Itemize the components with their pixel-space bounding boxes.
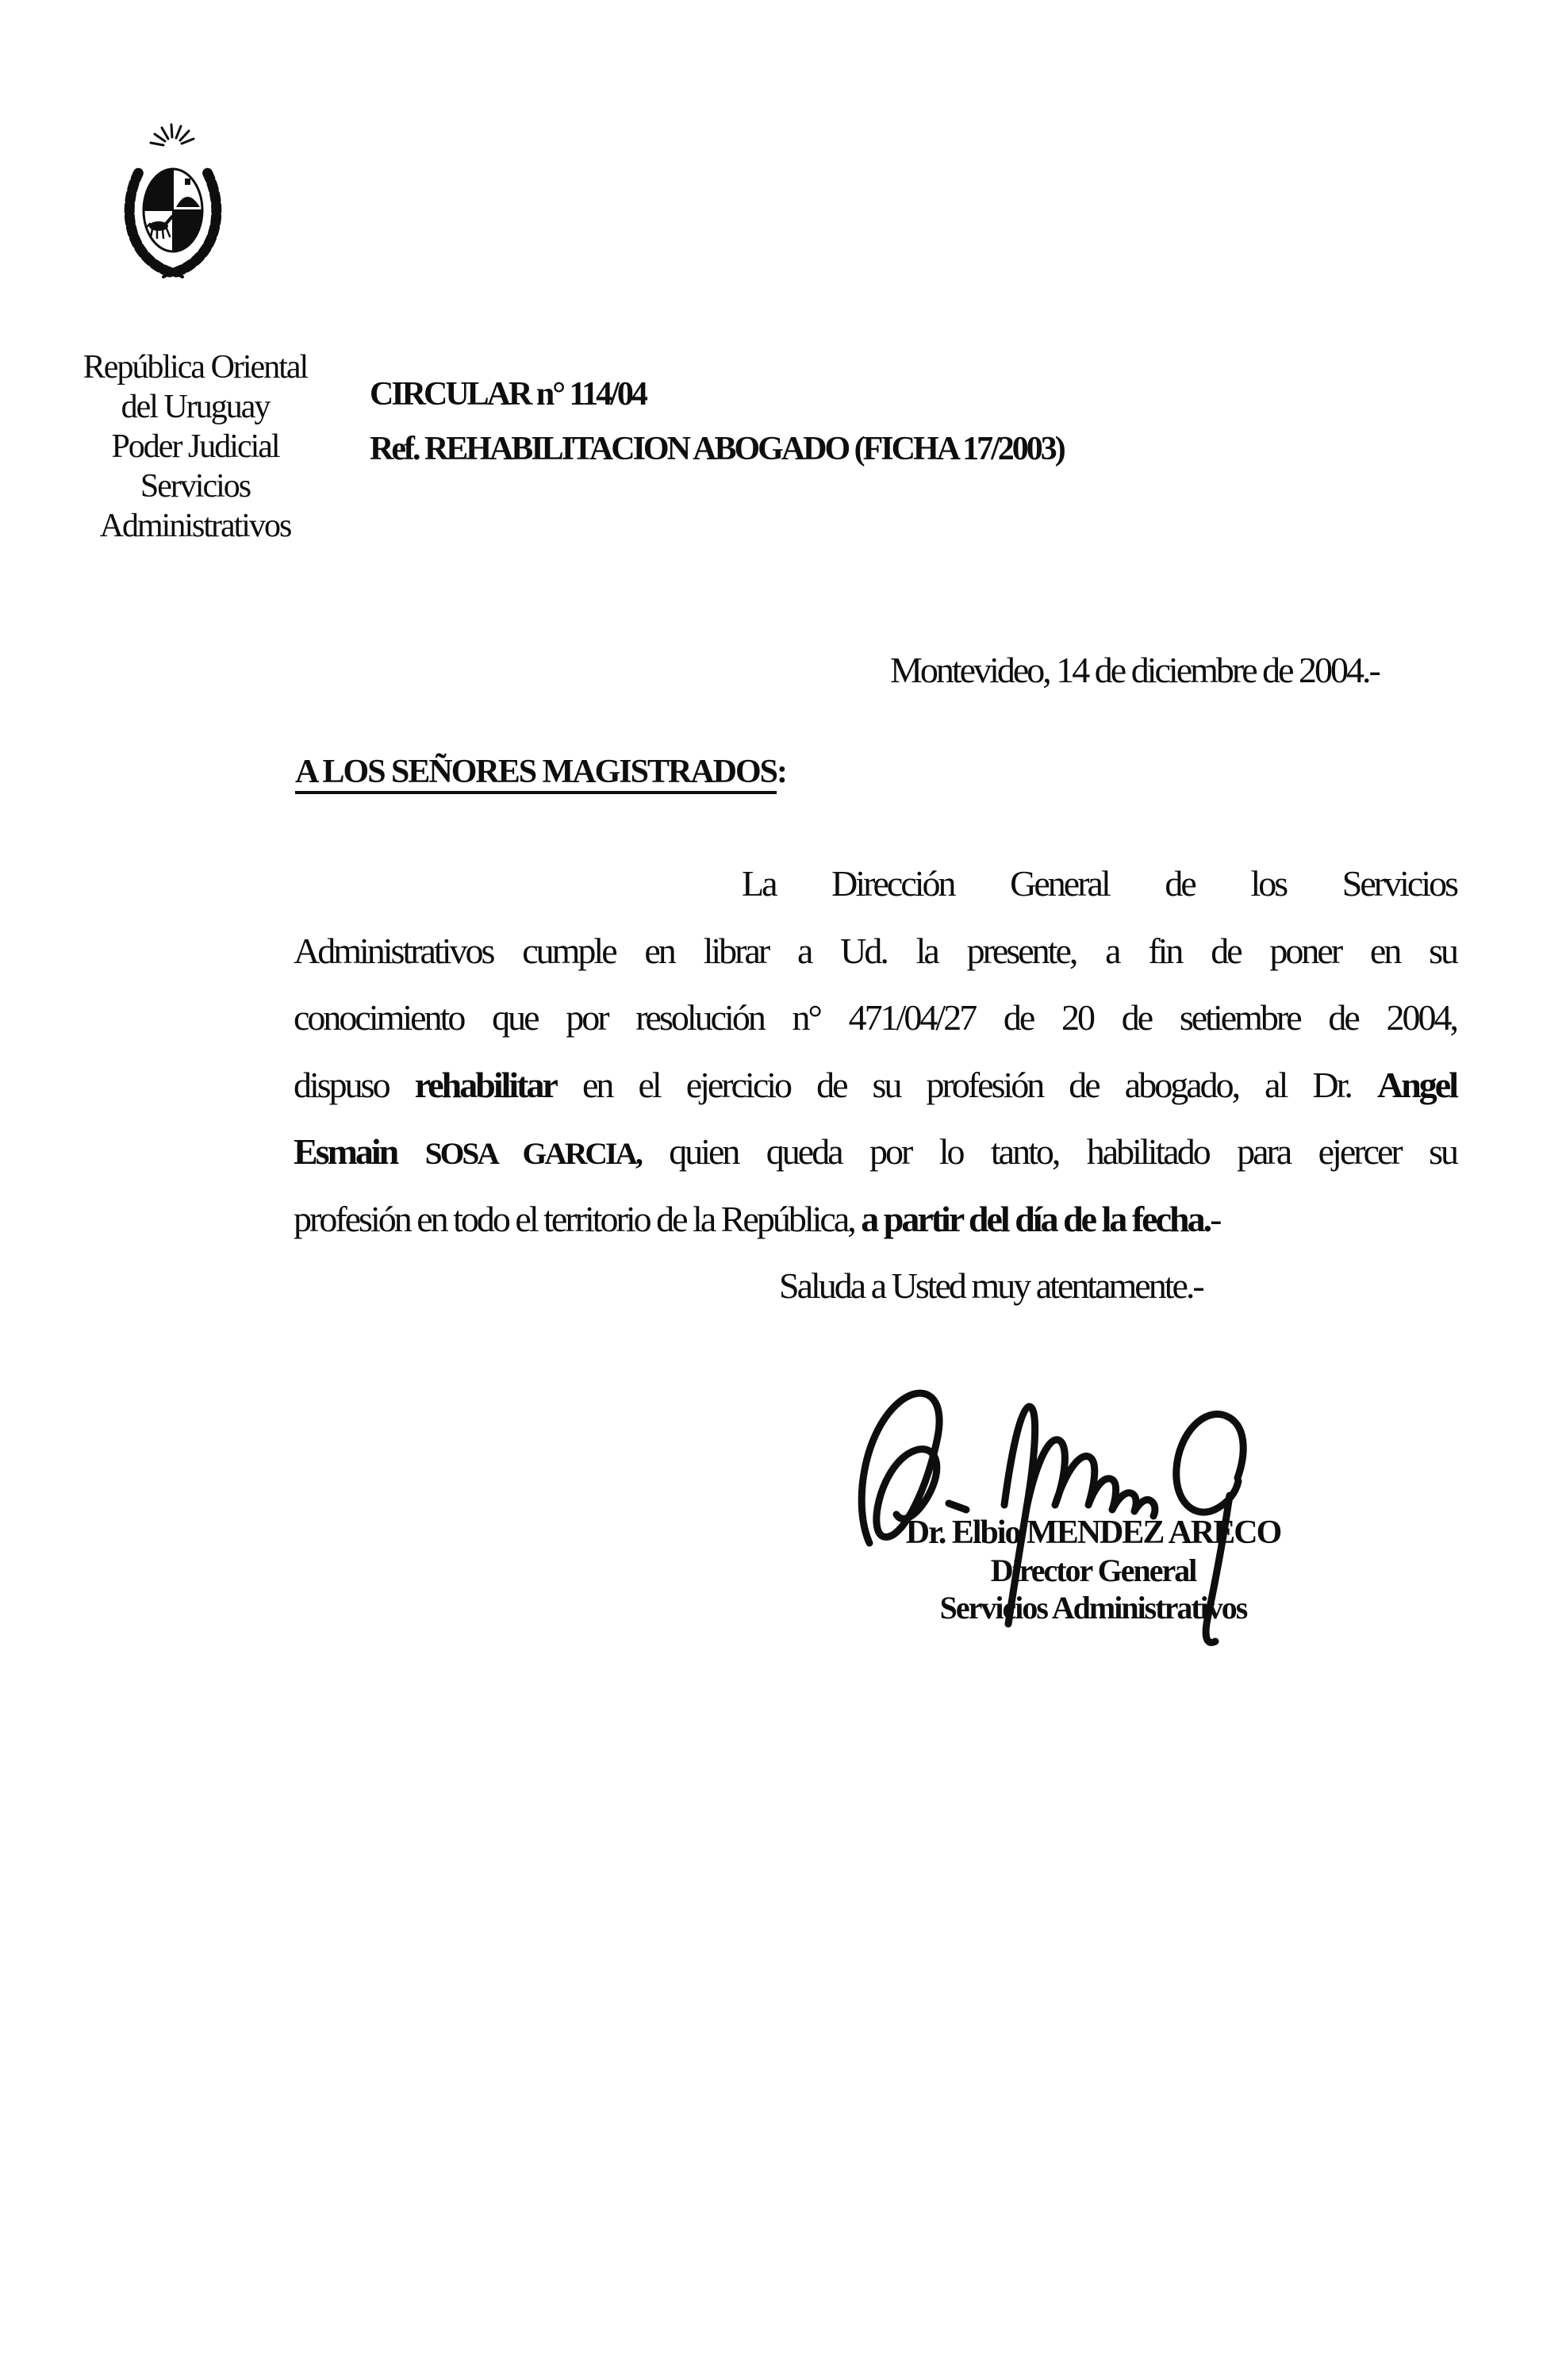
circular-number: CIRCULAR n° 114/04 — [370, 376, 646, 413]
body-line-6 — [294, 1201, 1219, 1238]
body-text: dispuso — [294, 1065, 415, 1105]
body-line-1: La Dirección General de los Servicios — [742, 863, 1456, 904]
closing-line: Saluda a Usted muy atentamente.- — [779, 1265, 1203, 1306]
bold-sosa-garcia: SOSA GARCIA, — [424, 1136, 641, 1171]
bold-rehabilitar: rehabilitar — [414, 1065, 556, 1105]
letterhead — [52, 347, 338, 546]
body-line-2: Administrativos cumple en librar a Ud. la presente, a fin de poner en su — [294, 931, 1456, 971]
signer-department: Servicios Administrativos — [939, 1590, 1247, 1626]
body-text: en el ejercicio de su profesión de abogado, al Dr. — [555, 1065, 1377, 1105]
coat-of-arms-icon — [117, 121, 228, 280]
bold-esmain: Esmain — [294, 1131, 425, 1172]
reference-line: Ref. REHABILITACION ABOGADO (FICHA 17/2003) — [370, 431, 1064, 467]
salutation-colon: : — [777, 754, 787, 790]
body-line-3: conocimiento que por resolución n° 471/04/27 de 20 de setiembre de 2004, — [294, 997, 1456, 1038]
body-line-5 — [294, 1131, 1457, 1172]
fortress-icon — [185, 178, 190, 185]
sun-rays-icon — [151, 125, 194, 145]
salutation — [295, 753, 786, 791]
letterhead-line: del Uruguay — [121, 389, 270, 425]
bold-angel: Angel — [1377, 1065, 1456, 1105]
bold-a-partir: a partir del día de la fecha. — [861, 1199, 1211, 1239]
body-text: profesión en todo el territorio de la República, — [294, 1199, 862, 1239]
letterhead-line: República Oriental — [83, 349, 308, 386]
letterhead-line: Administrativos — [99, 508, 291, 544]
shield-icon — [144, 169, 202, 251]
letterhead-line: Servicios — [140, 468, 251, 505]
body-text: quien queda por lo tanto, habilitado para ejercer su — [640, 1131, 1457, 1172]
signer-name: Dr. Elbio MENDEZ ARECO — [905, 1514, 1281, 1551]
signer-role: Director General — [990, 1553, 1196, 1588]
salutation-text: A LOS SEÑORES MAGISTRADOS — [295, 754, 777, 794]
body-text: - — [1210, 1199, 1220, 1239]
dateline: Montevideo, 14 de diciembre de 2004.- — [890, 650, 1379, 690]
letterhead-line: Poder Judicial — [111, 428, 279, 465]
body-line-4 — [294, 1067, 1456, 1104]
